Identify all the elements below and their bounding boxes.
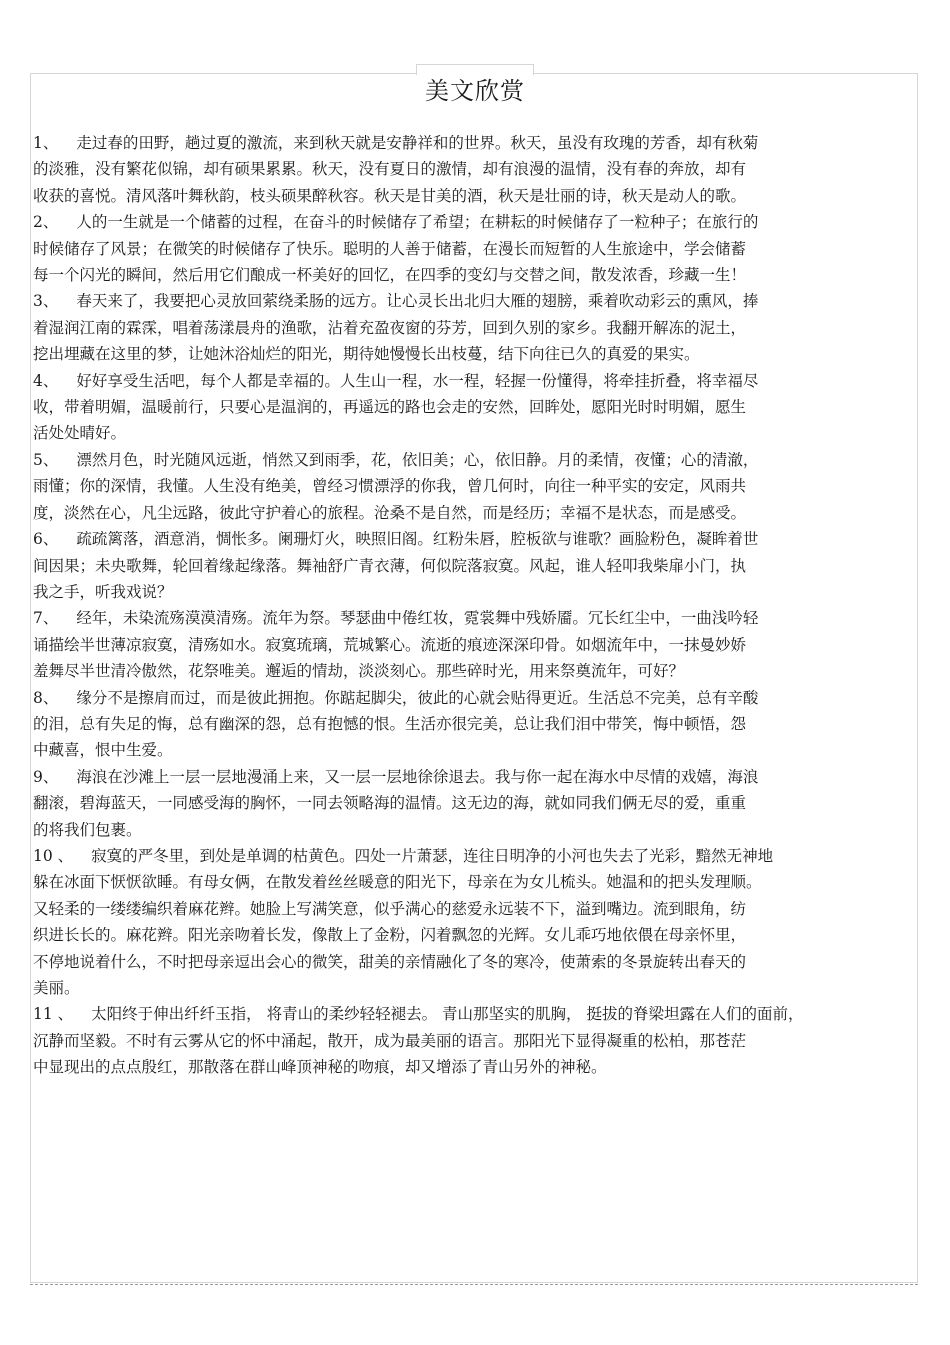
line-text: 收获的喜悦。清风落叶舞秋韵，枝头硕果醉秋容。秋天是甘美的酒，秋天是壮丽的诗，秋天是动人的歌。: [33, 186, 747, 205]
paragraph-line: [33, 896, 913, 922]
paragraph-line: [33, 790, 913, 816]
paragraph: [33, 685, 913, 764]
paragraph-number: 5、: [33, 450, 59, 469]
paragraph-line: [33, 420, 913, 446]
line-text: 的淡雅，没有繁花似锦，却有硕果累累。秋天，没有夏日的激情，却有浪漫的温情，没有春的奔放，却有: [33, 160, 747, 179]
document-title: 美文欣赏: [425, 77, 525, 105]
paragraph-number: 8、: [33, 688, 59, 707]
paragraph-line: [33, 500, 913, 526]
line-text: 羞舞尽半世清冷傲然，花祭唯美。邂逅的情劫，淡淡刻心。那些碎时光，用来祭奠流年，可好？: [33, 662, 685, 681]
paragraph-line: [33, 685, 913, 711]
line-text: 间因果；未央歌舞，轮回着缘起缘落。舞袖舒广青衣薄，何似院落寂寞。风起，谁人轻叩我柴扉小门，执: [33, 556, 747, 575]
line-text: 走过春的田野，趟过夏的激流，来到秋天就是安静祥和的世界。秋天，虽没有玫瑰的芳香，却有秋菊: [76, 134, 759, 152]
line-text: 我之手，听我戏说？: [33, 582, 173, 601]
paragraph-line: [33, 579, 913, 605]
line-text: 经年，未染流殇漠漠清殇。流年为祭。琴瑟曲中倦红妆，霓裳舞中残娇靥。冗长红尘中，一曲浅吟轻: [76, 609, 759, 628]
paragraph: [33, 288, 913, 367]
paragraph-line: [33, 975, 913, 1001]
paragraph-line: [33, 394, 913, 420]
paragraph-line: [33, 711, 913, 737]
paragraph: [33, 605, 913, 684]
paragraph-line: [33, 632, 913, 658]
paragraph: [33, 368, 913, 447]
paragraph-line: [33, 764, 913, 790]
paragraph: [33, 843, 913, 1001]
line-text: 美丽。: [33, 979, 80, 997]
paragraph-line: [33, 288, 913, 314]
line-text: 缘分不是擦肩而过，而是彼此拥抱。你踮起脚尖，彼此的心就会贴得更近。生活总不完美，总有辛酸: [76, 688, 759, 707]
paragraph-line: [33, 473, 913, 499]
paragraph-line: [33, 236, 913, 262]
line-text: 每一个闪光的瞬间，然后用它们酿成一杯美好的回忆，在四季的变幻与交替之间，散发浓香，珍藏一生！: [33, 266, 747, 285]
line-text: 织进长长的。麻花辫。阳光亲吻着长发，像散上了金粉，闪着飘忽的光辉。女儿乖巧地依偎在母亲怀里，: [33, 926, 747, 945]
paragraph-line: [33, 658, 913, 684]
line-text: 的将我们包裹。: [33, 820, 142, 839]
line-text: 好好享受生活吧，每个人都是幸福的。人生山一程，水一程，轻握一份懂得，将牵挂折叠，将幸福尽: [76, 371, 759, 390]
line-text: 翻滚，碧海蓝天，一同感受海的胸怀，一同去领略海的温情。这无边的海，就如同我们俩无尽的爱，重重: [33, 794, 747, 813]
line-text: 活处处晴好。: [33, 424, 127, 443]
line-text: 人的一生就是一个储蓄的过程，在奋斗的时候储存了希望；在耕耘的时候储存了一粒种子；在旅行的: [76, 213, 759, 232]
paragraph-line: [33, 209, 913, 235]
paragraph-number: 4、: [33, 371, 59, 390]
paragraph: [33, 209, 913, 288]
paragraph-number: 1、: [33, 134, 59, 152]
line-text: 中藏喜，恨中生爱。: [33, 741, 173, 760]
paragraph-line: [33, 553, 913, 579]
line-text: 着湿润江南的霖霂，唱着荡漾晨舟的渔歌，沾着充盈夜窗的芬芳，回到久别的家乡。我翻开解冻的泥土，: [33, 318, 747, 337]
paragraph-line: [33, 1028, 913, 1054]
paragraph-line: [33, 341, 913, 367]
paragraph: [33, 130, 913, 209]
paragraph-number: 7、: [33, 609, 59, 628]
line-text: 度，淡然在心，凡尘远路，彼此守护着心的旅程。沧桑不是自然，而是经历；幸福不是状态，而是感受。: [33, 503, 747, 522]
paragraph: [33, 447, 913, 526]
paragraph: [33, 526, 913, 605]
line-text: 雨懂；你的深情，我懂。人生没有绝美，曾经习惯漂浮的你我，曾几何时，向往一种平实的安定，风雨共: [33, 477, 747, 496]
paragraph-line: [33, 368, 913, 394]
paragraph-line: [33, 922, 913, 948]
line-text: 又轻柔的一缕缕编织着麻花辫。她脸上写满笑意，似乎满心的慈爱永远装不下，溢到嘴边。流到眼角，纺: [33, 899, 747, 918]
line-text: 不停地说着什么，不时把母亲逗出会心的微笑，甜美的亲情融化了冬的寒冷，使萧索的冬景旋转出春天的: [33, 952, 747, 971]
line-text: 时候储存了风景；在微笑的时候储存了快乐。聪明的人善于储蓄，在漫长而短暂的人生旅途中，学会储蓄: [33, 239, 747, 258]
line-text: 挖出埋藏在这里的梦，让她沐浴灿烂的阳光，期待她慢慢长出枝蔓，结下向往已久的真爱的果实。: [33, 345, 700, 364]
paragraph: [33, 1001, 913, 1080]
paragraph-line: [33, 315, 913, 341]
paragraph-line: [33, 605, 913, 631]
line-text: 收，带着明媚，温暖前行，只要心是温润的，再遥远的路也会走的安然，回眸处，愿阳光时时明媚，愿生: [33, 398, 747, 417]
paragraph-line: [33, 817, 913, 843]
line-text: 躲在冰面下恹恹欲睡。有母女俩，在散发着丝丝暖意的阳光下，母亲在为女儿梳头。她温和的把头发理顺。: [33, 873, 762, 892]
line-text: 春天来了，我要把心灵放回萦绕柔肠的远方。让心灵长出北归大雁的翅膀，乘着吹动彩云的熏风，捧: [76, 292, 759, 311]
paragraph-line: [33, 1054, 913, 1080]
paragraph-number: 9、: [33, 767, 59, 786]
paragraph-line: [33, 843, 913, 869]
paragraph-number: 2、: [33, 213, 59, 232]
paragraph-line: [33, 447, 913, 473]
paragraph-line: [33, 156, 913, 182]
paragraph: [33, 764, 913, 843]
line-text: 寂寞的严冬里，到处是单调的枯黄色。四处一片萧瑟，连往日明净的小河也失去了光彩，黯然无神地: [91, 846, 774, 865]
paragraph-line: [33, 262, 913, 288]
paragraph-number: 6、: [33, 530, 59, 549]
line-text: 中显现出的点点殷红，那散落在群山峰顶神秘的吻痕，却又增添了青山另外的神秘。: [33, 1058, 607, 1077]
line-text: 沉静而坚毅。不时有云雾从它的怀中涌起，散开，成为最美丽的语言。那阳光下显得凝重的松柏，那苍茫: [33, 1031, 747, 1050]
line-text: 疏疏篱落，酒意消，惆怅多。阑珊灯火，映照旧阁。红粉朱唇，腔板欲与谁歌？画脸粉色，凝眸着世: [76, 530, 759, 549]
line-text: 的泪，总有失足的悔，总有幽深的怨，总有抱憾的恨。生活亦很完美，总让我们泪中带笑，悔中顿悟，怨: [33, 714, 747, 733]
paragraph-number: 3、: [33, 292, 59, 311]
line-text: 漂然月色，时光随风远逝，悄然又到雨季，花，依旧美；心，依旧静。月的柔情，夜懂；心的清澈，: [76, 450, 759, 469]
paragraph-line: [33, 130, 913, 156]
paragraph-number: 11 、: [33, 1005, 74, 1024]
paragraph-line: [33, 183, 913, 209]
line-text: 海浪在沙滩上一层一层地漫涌上来，又一层一层地徐徐退去。我与你一起在海水中尽情的戏嬉，海浪: [76, 767, 759, 786]
paragraph-number: 10 、: [33, 846, 74, 865]
paragraph-line: [33, 526, 913, 552]
paragraph-line: [33, 949, 913, 975]
paragraph-line: [33, 869, 913, 895]
document-body: [33, 130, 913, 1081]
paragraph-line: [33, 737, 913, 763]
line-text: 太阳终于伸出纤纤玉指， 将青山的柔纱轻轻褪去。 青山那坚实的肌胸， 挺拔的脊梁坦露在人们的面前，: [91, 1005, 804, 1024]
page-bottom-rule: [30, 1284, 918, 1285]
paragraph-line: [33, 1001, 913, 1027]
line-text: 诵描绘半世薄凉寂寞，清殇如水。寂寞琉璃，荒城繁心。流逝的痕迹深深印骨。如烟流年中，一抹曼妙娇: [33, 635, 747, 654]
